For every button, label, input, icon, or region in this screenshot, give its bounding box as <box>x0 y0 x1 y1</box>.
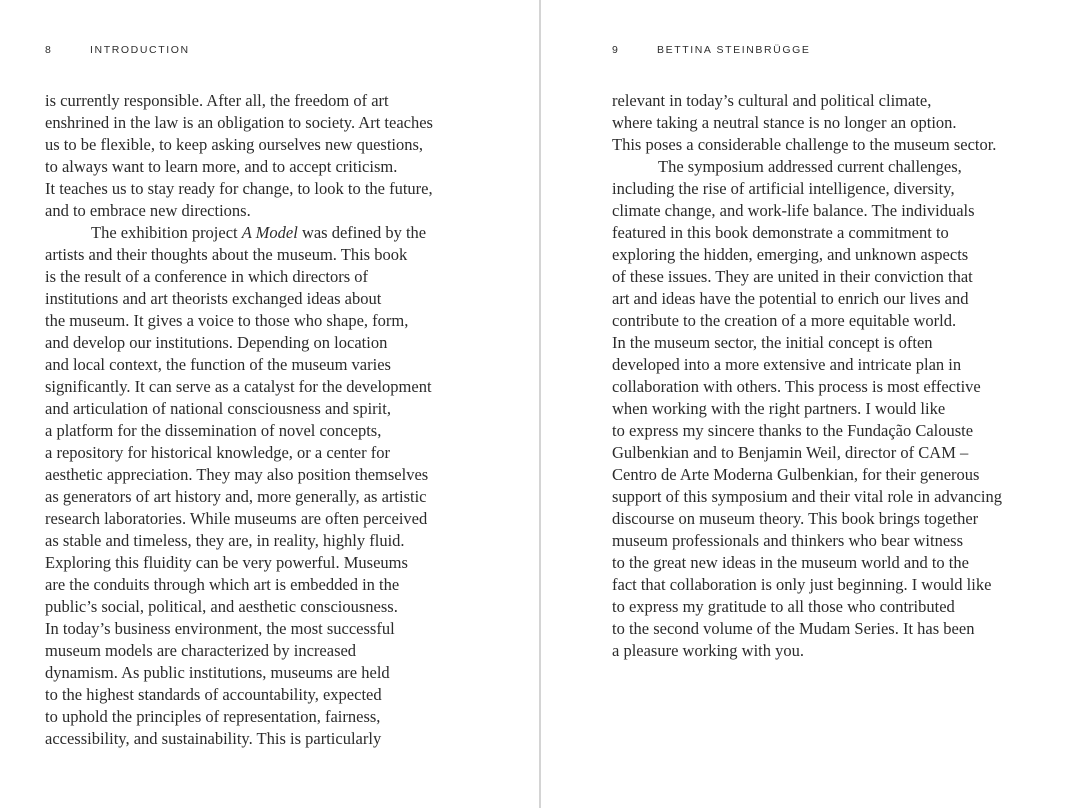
running-head-title-left: INTRODUCTION <box>90 44 190 56</box>
text-line: and local context, the function of the museum varies <box>45 355 391 374</box>
text-line: to always want to learn more, and to accept criticism. <box>45 157 398 176</box>
text-line: significantly. It can serve as a catalyst for the development <box>45 377 432 396</box>
text-line: relevant in today’s cultural and political climate, <box>612 91 932 110</box>
running-head-title-right: BETTINA STEINBRÜGGE <box>657 44 811 56</box>
text-line: Gulbenkian and to Benjamin Weil, director of CAM – <box>612 443 969 462</box>
text-line: In today’s business environment, the most successful <box>45 619 395 638</box>
text-line: support of this symposium and their vital role in advancing <box>612 487 1002 506</box>
text-segment: The exhibition project <box>91 223 242 242</box>
text-line: us to be flexible, to keep asking ourselves new questions, <box>45 135 424 154</box>
text-line: a platform for the dissemination of novel concepts, <box>45 421 382 440</box>
text-line: featured in this book demonstrate a commitment to <box>612 223 949 242</box>
text-line: to express my gratitude to all those who contributed <box>612 597 955 616</box>
italic-text: A Model <box>241 223 298 242</box>
text-line: where taking a neutral stance is no longer an option. <box>612 113 957 132</box>
text-line: museum models are characterized by increased <box>45 641 357 660</box>
text-line: The symposium addressed current challenges, <box>658 157 962 176</box>
page-left <box>45 44 525 750</box>
text-line: fact that collaboration is only just beginning. I would like <box>612 575 992 594</box>
text-segment: was defined by the <box>297 223 427 242</box>
text-line: enshrined in the law is an obligation to society. Art teaches <box>45 113 433 132</box>
text-line: art and ideas have the potential to enrich our lives and <box>612 289 969 308</box>
text-line: and develop our institutions. Depending on location <box>45 333 388 352</box>
text-line: are the conduits through which art is embedded in the <box>45 575 400 594</box>
page-body-right <box>612 90 1072 662</box>
text-line: of these issues. They are united in their conviction that <box>612 267 973 286</box>
page-right <box>612 44 1072 662</box>
page-gutter-divider <box>539 0 541 808</box>
text-line: as generators of art history and, more generally, as artistic <box>45 487 427 506</box>
text-line: public’s social, political, and aesthetic consciousness. <box>45 597 398 616</box>
text-line: artists and their thoughts about the museum. This book <box>45 245 408 264</box>
text-line: aesthetic appreciation. They may also position themselves <box>45 465 429 484</box>
text-line: In the museum sector, the initial concept is often <box>612 333 933 352</box>
page-number-left: 8 <box>45 44 51 56</box>
page-body-left <box>45 90 525 750</box>
text-line: and to embrace new directions. <box>45 201 251 220</box>
text-line: research laboratories. While museums are often perceived <box>45 509 428 528</box>
text-line <box>45 222 525 244</box>
text-line: discourse on museum theory. This book brings together <box>612 509 979 528</box>
text-line: Centro de Arte Moderna Gulbenkian, for their generous <box>612 465 980 484</box>
text-line: a repository for historical knowledge, or a center for <box>45 443 390 462</box>
text-line: museum professionals and thinkers who bear witness <box>612 531 964 550</box>
text-line: is the result of a conference in which directors of <box>45 267 368 286</box>
text-line: as stable and timeless, they are, in reality, highly fluid. <box>45 531 405 550</box>
text-line: including the rise of artificial intelligence, diversity, <box>612 179 955 198</box>
text-line: when working with the right partners. I would like <box>612 399 946 418</box>
text-line: It teaches us to stay ready for change, to look to the future, <box>45 179 433 198</box>
running-head-right <box>612 44 1072 57</box>
text-line: accessibility, and sustainability. This is particularly <box>45 729 382 748</box>
text-line: developed into a more extensive and intricate plan in <box>612 355 962 374</box>
text-line: a pleasure working with you. <box>612 641 804 660</box>
page-number-right: 9 <box>612 44 618 56</box>
text-line: to the second volume of the Mudam Series. It has been <box>612 619 975 638</box>
text-line: institutions and art theorists exchanged ideas about <box>45 289 382 308</box>
text-line: to uphold the principles of representation, fairness, <box>45 707 381 726</box>
text-line: to the great new ideas in the museum world and to the <box>612 553 969 572</box>
text-line: the museum. It gives a voice to those who shape, form, <box>45 311 409 330</box>
text-line: contribute to the creation of a more equitable world. <box>612 311 957 330</box>
text-line: is currently responsible. After all, the freedom of art <box>45 91 389 110</box>
text-line: exploring the hidden, emerging, and unknown aspects <box>612 245 969 264</box>
text-line: This poses a considerable challenge to the museum sector. <box>612 135 997 154</box>
text-line: dynamism. As public institutions, museums are held <box>45 663 390 682</box>
text-line: and articulation of national consciousness and spirit, <box>45 399 391 418</box>
text-line: collaboration with others. This process is most effective <box>612 377 981 396</box>
text-line: Exploring this fluidity can be very powerful. Museums <box>45 553 408 572</box>
text-line: climate change, and work-life balance. The individuals <box>612 201 975 220</box>
text-line: to the highest standards of accountability, expected <box>45 685 382 704</box>
running-head-left <box>45 44 525 57</box>
text-line: to express my sincere thanks to the Fundação Calouste <box>612 421 974 440</box>
